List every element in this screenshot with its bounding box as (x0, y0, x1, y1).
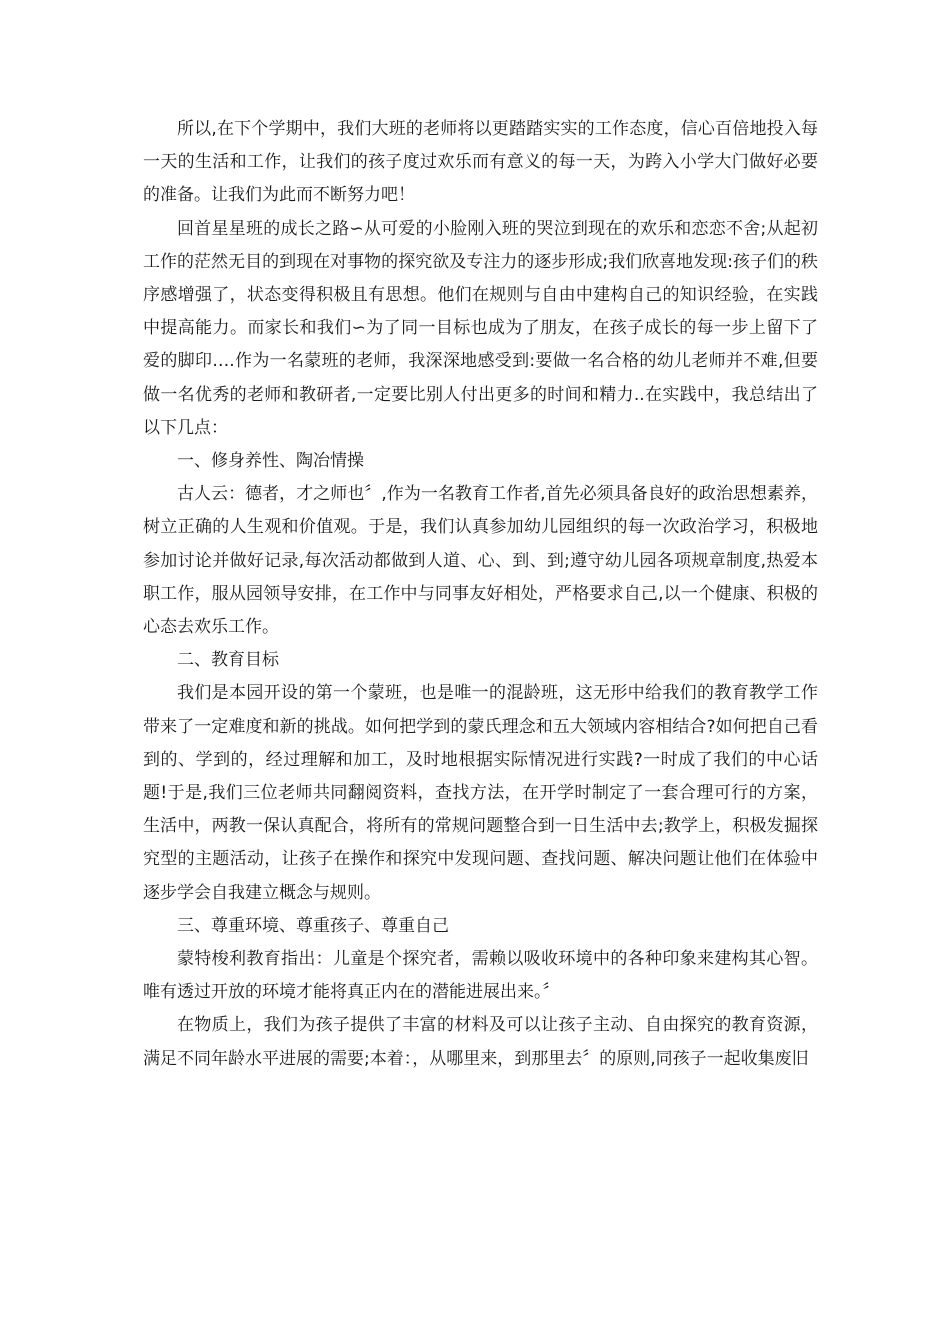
paragraph-review: 回首星星班的成长之路∽从可爱的小脸刚入班的哭泣到现在的欢乐和恋恋不舍;从起初工作的茫然无目的到现在对事物的探究欲及专注力的逐步形成;我们欣喜地发现:孩子们的秩序感增强了，状态变得积极且有思想。他们在规则与自由中建构自己的知识经验，在实践中提高能力。而家长和我们∽为了同一目标也成为了朋友，在孩子成长的每一步上留下了爱的脚印….作为一名蒙班的老师，我深深地感受到:要做一名合格的幼儿老师并不难,但要做一名优秀的老师和教研者,一定要比别人付出更多的时间和精力..在实践中，我总结出了以下几点： (143, 218, 818, 438)
section-heading-2: 二、教育目标 (177, 650, 279, 671)
document-page (143, 113, 818, 1076)
paragraph-section-2: 我们是本园开设的第一个蒙班，也是唯一的混龄班，这无形中给我们的教育教学工作带来了一定难度和新的挑战。如何把学到的蒙氏理念和五大领域内容相结合?如何把自己看到的、学到的，经过理解和加工，及时地根据实际情况进行实践?一时成了我们的中心话题!于是,我们三位老师共同翻阅资料，查找方法，在开学时制定了一套合理可行的方案，生活中，两教一保认真配合，将所有的常规问题整合到一日生活中去;教学上，积极发掘探究型的主题活动，让孩子在操作和探究中发现问题、查找问题、解决问题让他们在体验中逐步学会自我建立概念与规则。 (143, 683, 818, 903)
paragraph-section-1: 古人云：德者，才之师也〞,作为一名教育工作者,首先必须具备良好的政治思想素养，树立正确的人生观和价值观。于是，我们认真参加幼儿园组织的每一次政治学习，积极地参加讨论并做好记录,每次活动都做到人道、心、到、到;遵守幼儿园各项规章制度,热爱本职工作，服从园领导安排，在工作中与同事友好相处，严格要求自己,以一个健康、积极的心态去欢乐工作。 (143, 484, 818, 638)
section-heading-1: 一、修身养性、陶冶情操 (177, 451, 364, 472)
paragraph-section-3b: 在物质上，我们为孩子提供了丰富的材料及可以让孩子主动、自由探究的教育资源，满足不同年龄水平进展的需要;本着：，从哪里来，到那里去〞的原则,同孩子一起收集废旧 (143, 1015, 818, 1069)
paragraph-section-3a: 蒙特梭利教育指出：儿童是个探究者，需赖以吸收环境中的各种印象来建构其心智。唯有透过开放的环境才能将真正内在的潜能进展出来。〞 (143, 949, 818, 1003)
section-heading-3: 三、尊重环境、尊重孩子、尊重自己 (177, 915, 449, 936)
paragraph-conclusion: 所以,在下个学期中，我们大班的老师将以更踏踏实实的工作态度，信心百倍地投入每一天的生活和工作，让我们的孩子度过欢乐而有意义的每一天，为跨入小学大门做好必要的准备。让我们为此而不断努力吧！ (143, 119, 818, 206)
